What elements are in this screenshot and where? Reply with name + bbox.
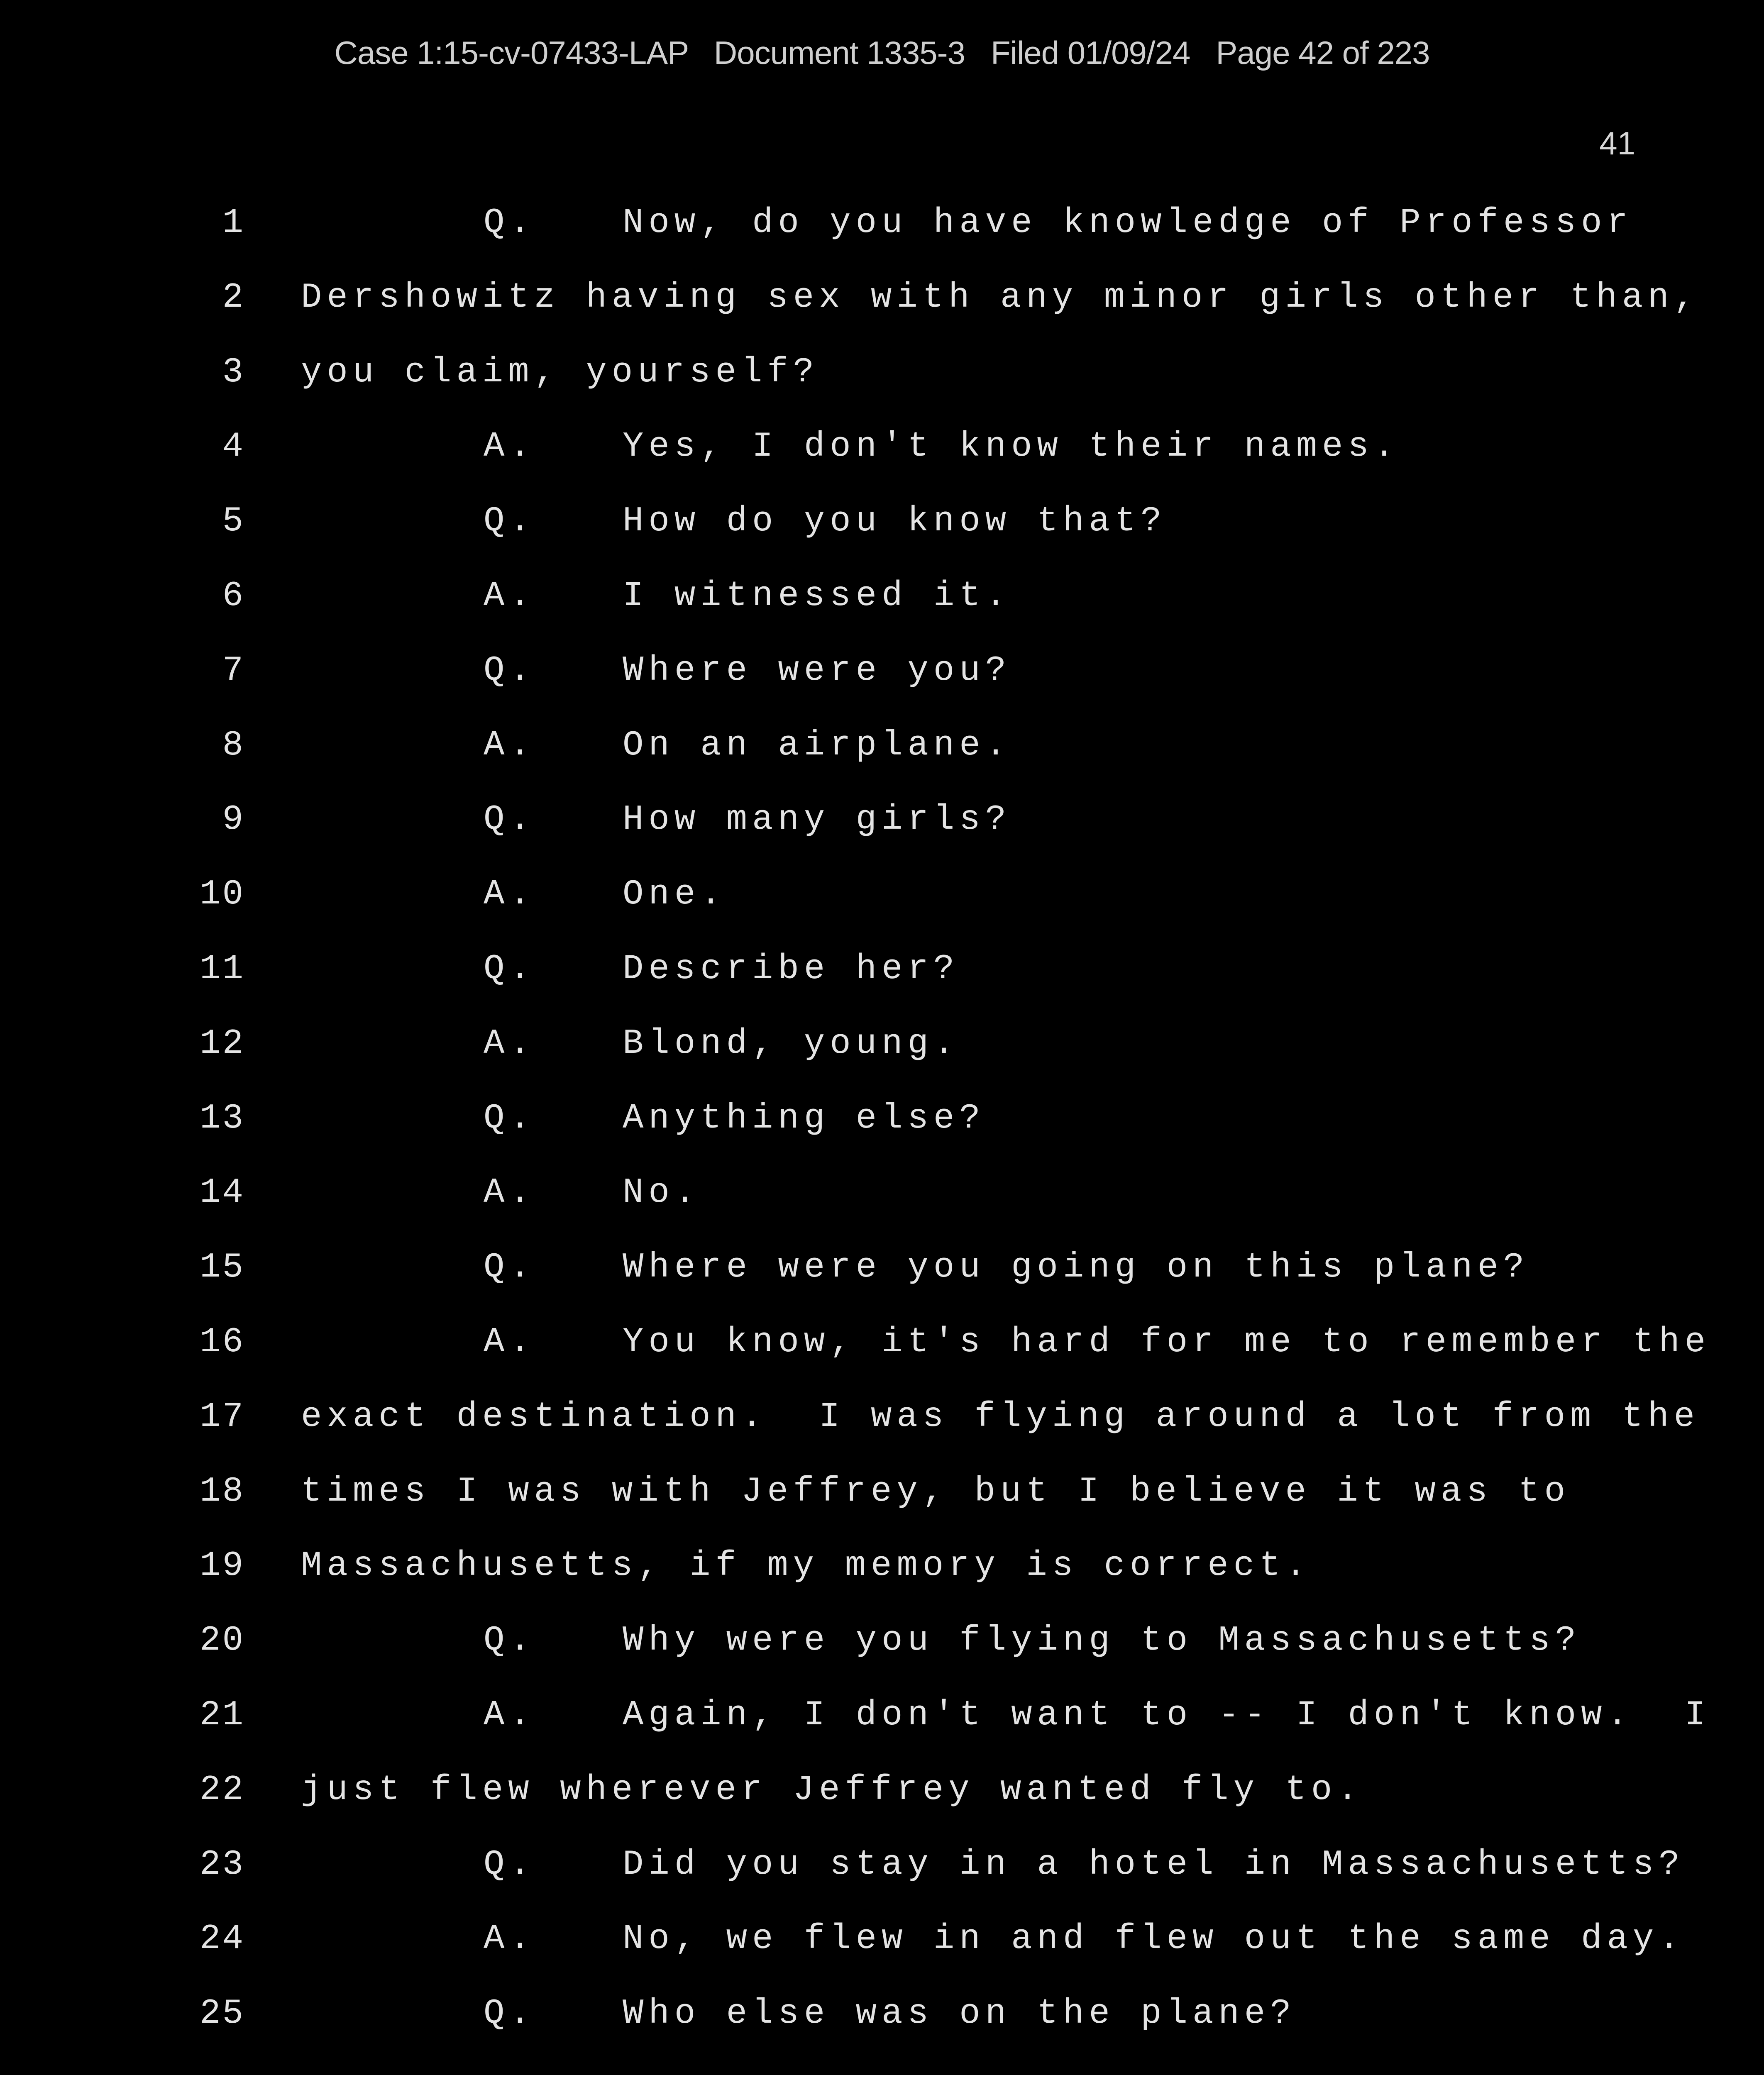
line-number: 19 [200, 1546, 245, 1586]
line-text: Dershowitz having sex with any minor girls other than, [301, 278, 1700, 317]
answer-marker: A. [484, 1323, 535, 1362]
transcript-page-number: 41 [1599, 125, 1635, 161]
line-text: Blond, young. [623, 1024, 960, 1064]
line-text: Describe her? [623, 950, 960, 989]
line-text: How many girls? [623, 800, 1011, 840]
transcript-line [0, 1248, 1764, 1323]
line-number: 6 [222, 576, 245, 616]
line-number: 12 [200, 1024, 245, 1064]
line-number: 14 [200, 1173, 245, 1213]
line-text: Did you stay in a hotel in Massachusetts? [623, 1845, 1685, 1885]
question-marker: Q. [484, 1845, 535, 1885]
line-number: 1 [222, 203, 245, 243]
transcript-line [0, 1472, 1764, 1547]
transcript-line [0, 1024, 1764, 1099]
answer-marker: A. [484, 875, 535, 915]
transcript-line [0, 1696, 1764, 1770]
line-text: times I was with Jeffrey, but I believe it was to [301, 1472, 1571, 1511]
answer-marker: A. [484, 1173, 535, 1213]
transcript-line [0, 1173, 1764, 1248]
transcript-line [0, 800, 1764, 875]
line-number: 10 [200, 875, 245, 915]
line-text: I witnessed it. [623, 576, 1011, 616]
line-number: 2 [222, 278, 245, 317]
line-number: 3 [222, 352, 245, 392]
line-text: Anything else? [623, 1099, 985, 1138]
question-marker: Q. [484, 1994, 535, 2034]
line-text: No. [623, 1173, 701, 1213]
transcript-line [0, 427, 1764, 502]
question-marker: Q. [484, 950, 535, 989]
line-number: 17 [200, 1397, 245, 1437]
line-text: How do you know that? [623, 502, 1167, 542]
transcript-line [0, 278, 1764, 353]
transcript-line [0, 950, 1764, 1024]
transcript-line [0, 1397, 1764, 1472]
transcript-line [0, 726, 1764, 801]
line-text: exact destination. I was flying around a lot from the [301, 1397, 1700, 1437]
question-marker: Q. [484, 1248, 535, 1288]
line-number: 13 [200, 1099, 245, 1138]
line-text: Who else was on the plane? [623, 1994, 1296, 2034]
transcript-line [0, 875, 1764, 950]
line-text: On an airplane. [623, 725, 1011, 765]
transcript-line [0, 1546, 1764, 1621]
page-of-total: Page 42 of 223 [1216, 34, 1430, 71]
answer-marker: A. [484, 576, 535, 616]
question-marker: Q. [484, 203, 535, 243]
line-text: No, we flew in and flew out the same day. [623, 1919, 1685, 1959]
line-number: 7 [222, 651, 245, 691]
question-marker: Q. [484, 502, 535, 542]
transcript-line [0, 1770, 1764, 1845]
line-number: 25 [200, 1994, 245, 2034]
line-text: You know, it's hard for me to remember the [623, 1323, 1711, 1362]
line-number: 16 [200, 1323, 245, 1362]
transcript-line [0, 203, 1764, 278]
transcript-line [0, 576, 1764, 651]
answer-marker: A. [484, 1024, 535, 1064]
line-number: 22 [200, 1770, 245, 1810]
transcript-line [0, 1323, 1764, 1397]
line-text: Now, do you have knowledge of Professor [623, 203, 1633, 243]
line-number: 20 [200, 1621, 245, 1661]
line-number: 24 [200, 1919, 245, 1959]
line-text: Where were you? [623, 651, 1011, 691]
transcript-line [0, 1621, 1764, 1696]
line-text: Why were you flying to Massachusetts? [623, 1621, 1581, 1661]
transcript-line [0, 651, 1764, 726]
document-number: Document 1335-3 [713, 34, 965, 71]
answer-marker: A. [484, 427, 535, 467]
line-text: Where were you going on this plane? [623, 1248, 1529, 1288]
transcript-line [0, 353, 1764, 427]
transcript-line [0, 502, 1764, 576]
filed-date: Filed 01/09/24 [990, 34, 1190, 71]
case-number: Case 1:15-cv-07433-LAP [334, 34, 688, 71]
line-number: 9 [222, 800, 245, 840]
line-text: just flew wherever Jeffrey wanted fly to. [301, 1770, 1363, 1810]
line-text: Again, I don't want to -- I don't know. I [623, 1696, 1711, 1735]
line-number: 5 [222, 502, 245, 542]
line-number: 15 [200, 1248, 245, 1288]
question-marker: Q. [484, 1621, 535, 1661]
line-number: 18 [200, 1472, 245, 1511]
line-number: 4 [222, 427, 245, 467]
transcript-line [0, 1919, 1764, 1994]
line-number: 21 [200, 1696, 245, 1735]
transcript-line [0, 1099, 1764, 1174]
line-number: 8 [222, 725, 245, 765]
transcript-line [0, 1994, 1764, 2069]
line-text: One. [623, 875, 726, 915]
line-number: 11 [200, 950, 245, 989]
question-marker: Q. [484, 800, 535, 840]
line-text: Massachusetts, if my memory is correct. [301, 1546, 1311, 1586]
answer-marker: A. [484, 1919, 535, 1959]
line-text: Yes, I don't know their names. [623, 427, 1400, 467]
answer-marker: A. [484, 1696, 535, 1735]
line-number: 23 [200, 1845, 245, 1885]
question-marker: Q. [484, 651, 535, 691]
line-text: you claim, yourself? [301, 352, 819, 392]
question-marker: Q. [484, 1099, 535, 1138]
answer-marker: A. [484, 725, 535, 765]
transcript-line [0, 1845, 1764, 1920]
case-header [0, 34, 1764, 72]
